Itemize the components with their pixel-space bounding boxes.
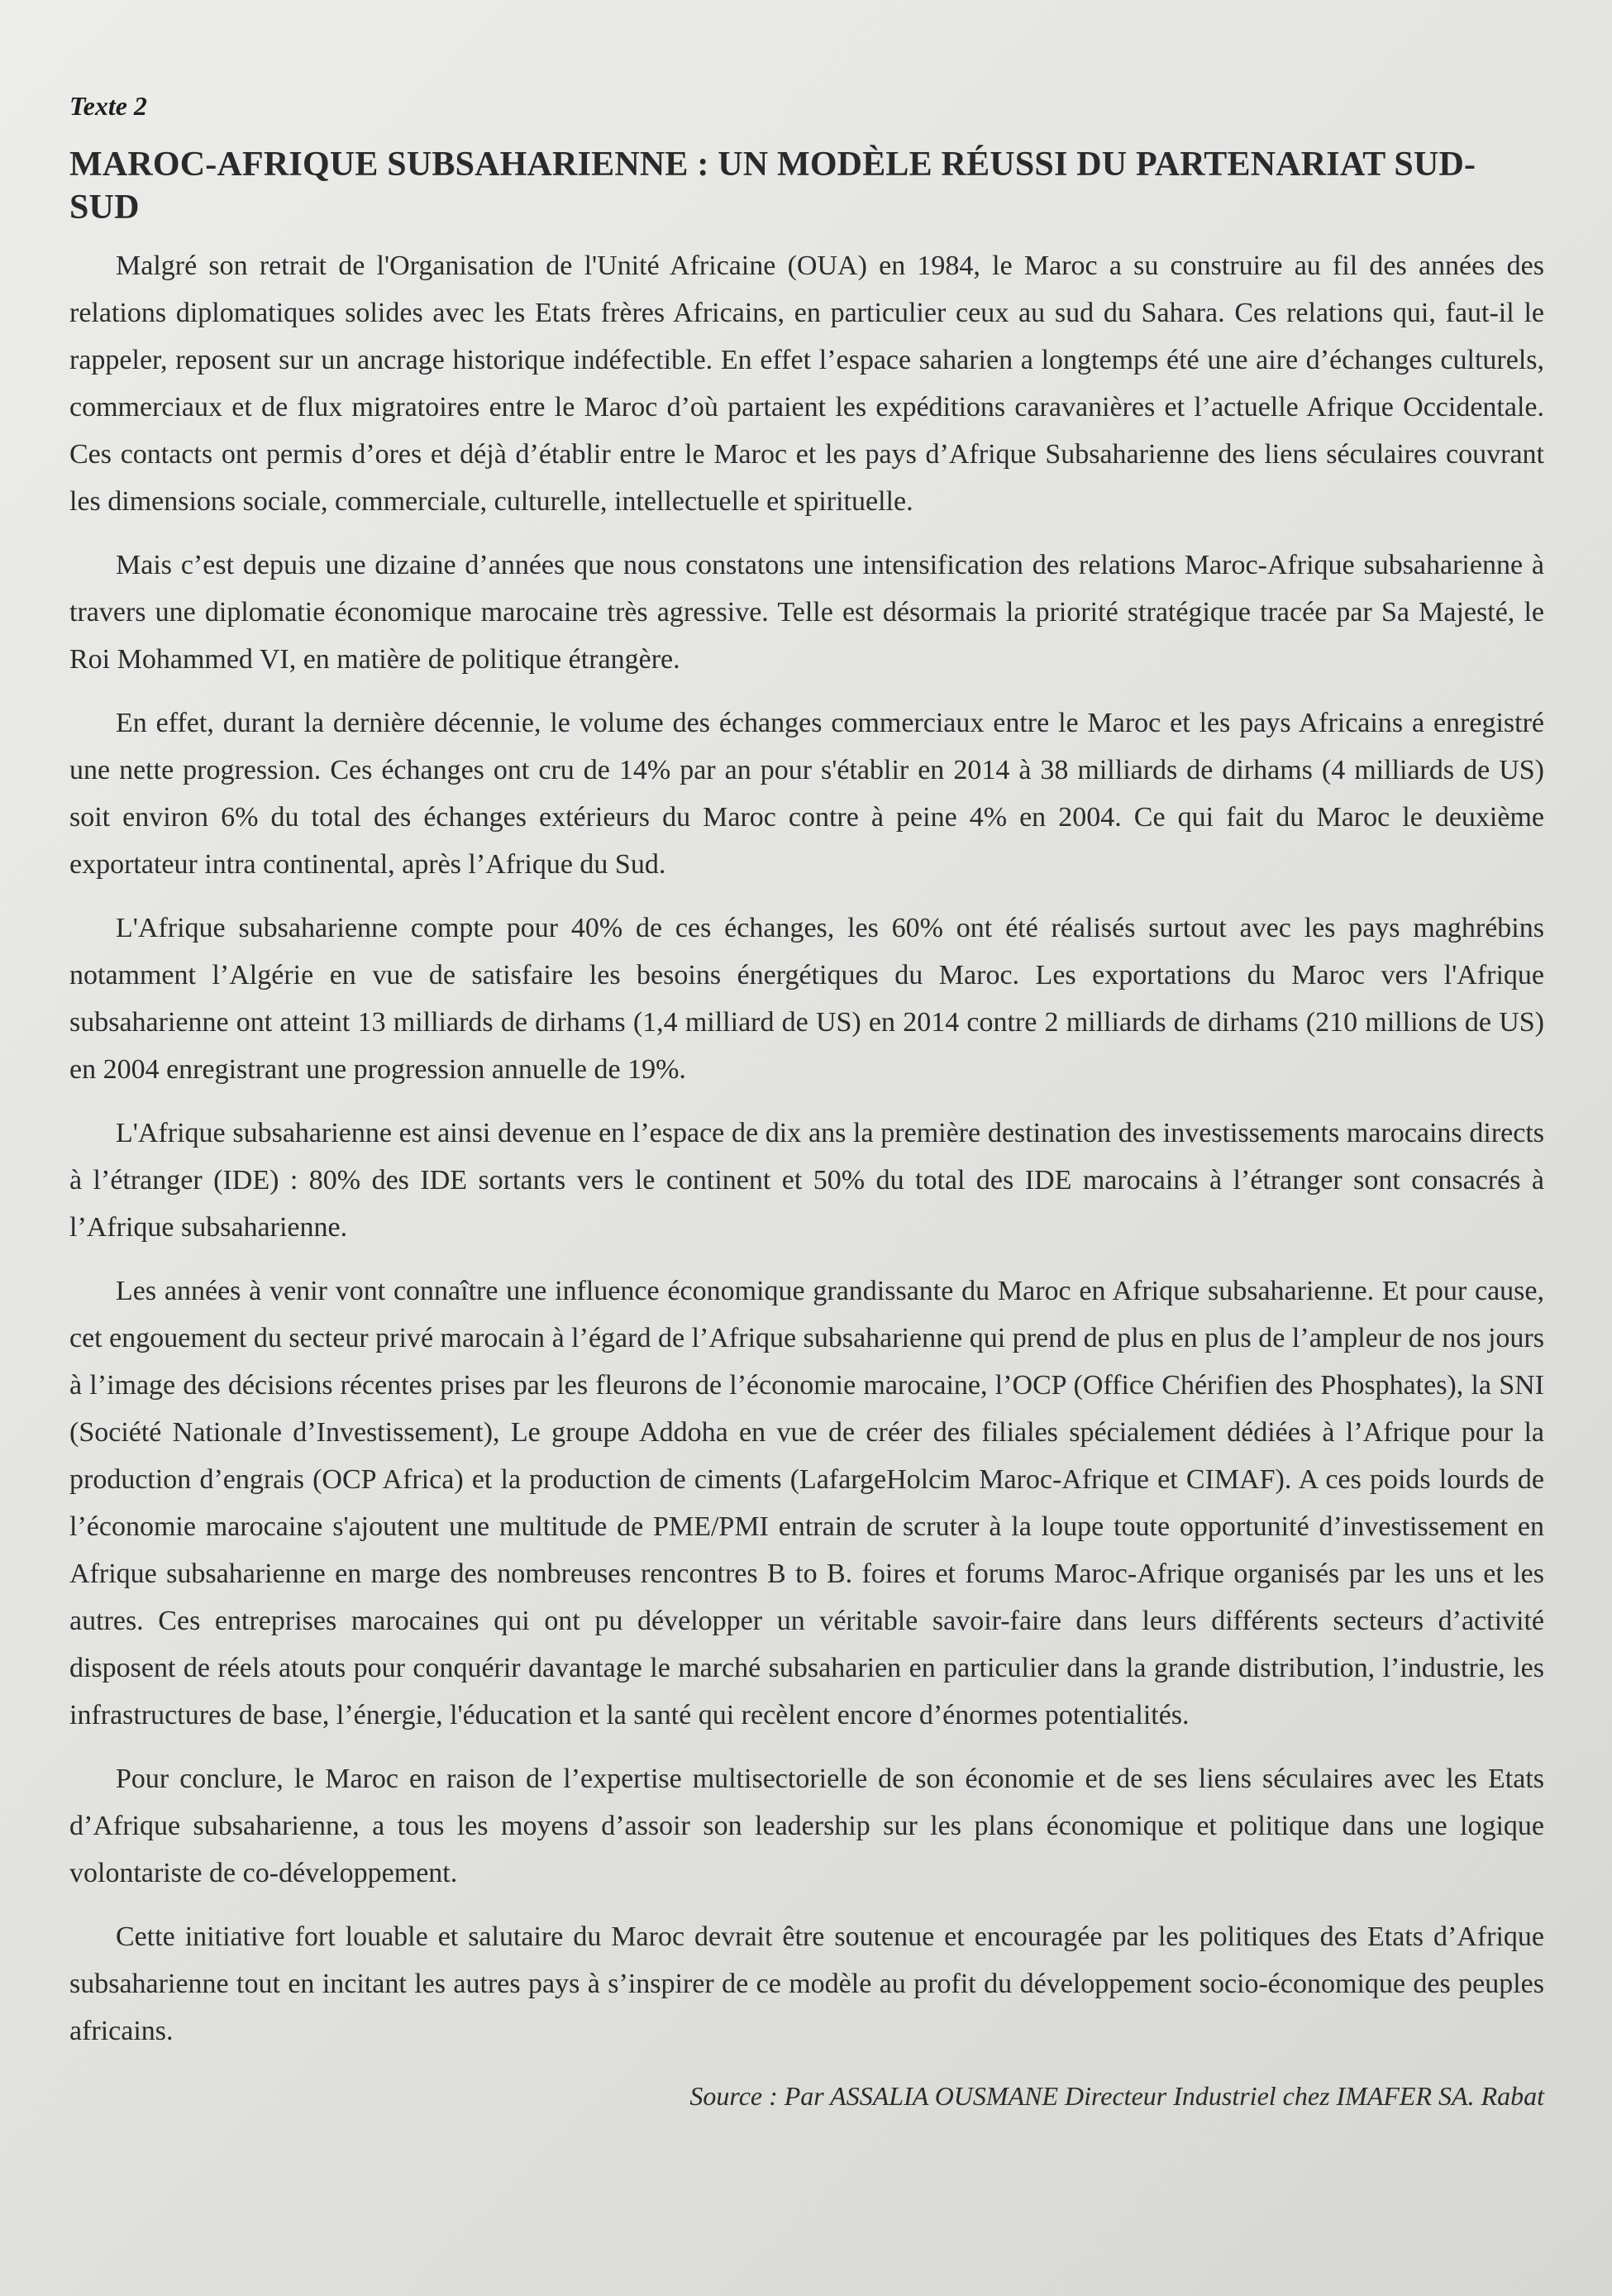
paragraph-3: En effet, durant la dernière décennie, le volume des échanges commerciaux entre le Maroc et les pays Africains a enregistré une nette progression. Ces échanges ont cru de 14% par an pour s'établir en 2014 à 38 milliards de dirhams (4 milliards de US) soit environ 6% du total des échanges extérieurs du Maroc contre à peine 4% en 2004. Ce qui fait du Maroc le deuxième exportateur intra continental, après l’Afrique du Sud. [69, 708, 1544, 880]
paragraph-2: Mais c’est depuis une dizaine d’années que nous constatons une intensification des relations Maroc-Afrique subsaharienne à travers une diplomatie économique marocaine très agressive. Telle est désormais la priorité stratégique tracée par Sa Majesté, le Roi Mohammed VI, en matière de politique étrangère. [69, 550, 1544, 675]
paragraph-8: Cette initiative fort louable et salutaire du Maroc devrait être soutenue et encouragée par les politiques des Etats d’Afrique subsaharienne tout en incitant les autres pays à s’inspirer de ce modèle au profit du développement socio-économique des peuples africains. [69, 1921, 1544, 2046]
paragraph-5: L'Afrique subsaharienne est ainsi devenue en l’espace de dix ans la première destination des investissements marocains directs à l’étranger (IDE) : 80% des IDE sortants vers le continent et 50% du total des IDE marocains à l’étranger sont consacrés à l’Afrique subsaharienne. [69, 1118, 1544, 1243]
text-label: Texte 2 [69, 91, 147, 121]
paragraph-4: L'Afrique subsaharienne compte pour 40% de ces échanges, les 60% ont été réalisés surtout avec les pays maghrébins notamment l’Algérie en vue de satisfaire les besoins énergétiques du Maroc. Les exportations du Maroc vers l'Afrique subsaharienne ont atteint 13 milliards de dirhams (1,4 milliard de US) en 2014 contre 2 milliards de dirhams (210 millions de US) en 2004 enregistrant une progression annuelle de 19%. [69, 913, 1544, 1085]
document-title: MAROC-AFRIQUE SUBSAHARIENNE : UN MODÈLE RÉUSSI DU PARTENARIAT SUD-SUD [69, 146, 1476, 227]
source-citation: Source : Par ASSALIA OUSMANE Directeur Industriel chez IMAFER SA. Rabat [689, 2081, 1544, 2111]
paragraph-7: Pour conclure, le Maroc en raison de l’expertise multisectorielle de son économie et de ses liens séculaires avec les Etats d’Afrique subsaharienne, a tous les moyens d’assoir son leadership sur les plans économique et politique dans une logique volontariste de co-développement. [69, 1764, 1544, 1888]
paragraph-6: Les années à venir vont connaître une influence économique grandissante du Maroc en Afrique subsaharienne. Et pour cause, cet engouement du secteur privé marocain à l’égard de l’Afrique subsaharienne qui prend de plus en plus de l’ampleur de nos jours à l’image des décisions récentes prises par les fleurons de l’économie marocaine, l’OCP (Office Chérifien des Phosphates), la SNI (Société Nationale d’Investissement), Le groupe Addoha en vue de créer des filiales spécialement dédiées à l’Afrique pour la production d’engrais (OCP Africa) et la production de ciments (LafargeHolcim Maroc-Afrique et CIMAF). A ces poids lourds de l’économie marocaine s'ajoutent une multitude de PME/PMI entrain de scruter à la loupe toute opportunité d’investissement en Afrique subsaharienne en marge des nombreuses rencontres B to B. foires et forums Maroc-Afrique organisés par les uns et les autres. Ces entreprises marocaines qui ont pu développer un véritable savoir-faire dans leurs différents secteurs d’activité disposent de réels atouts pour conquérir davantage le marché subsaharien en particulier dans la grande distribution, l’industrie, les infrastructures de base, l’énergie, l'éducation et la santé qui recèlent encore d’énormes potentialités. [69, 1276, 1544, 1730]
article-body [69, 242, 1544, 2055]
paragraph-1: Malgré son retrait de l'Organisation de l'Unité Africaine (OUA) en 1984, le Maroc a su construire au fil des années des relations diplomatiques solides avec les Etats frères Africains, en particulier ceux au sud du Sahara. Ces relations qui, faut-il le rappeler, reposent sur un ancrage historique indéfectible. En effet l’espace saharien a longtemps été une aire d’échanges culturels, commerciaux et de flux migratoires entre le Maroc d’où partaient les expéditions caravanières et l’actuelle Afrique Occidentale. Ces contacts ont permis d’ores et déjà d’établir entre le Maroc et les pays d’Afrique Subsaharienne des liens séculaires couvrant les dimensions sociale, commerciale, culturelle, intellectuelle et spirituelle. [69, 251, 1544, 517]
